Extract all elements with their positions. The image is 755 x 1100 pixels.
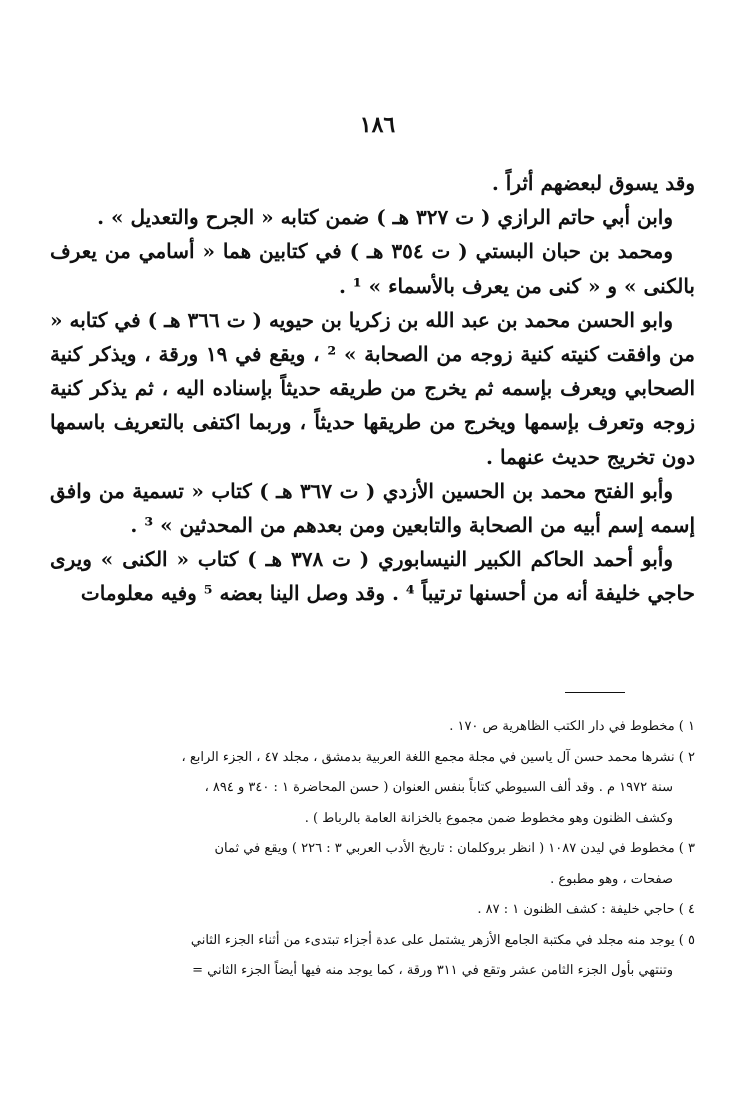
- paragraph: وأبو أحمد الحاكم الكبير النيسابوري ( ت ٣٧٨ هـ ) كتاب « الكنى » ويرى حاجي خليفة أنه من أحسنها ترتيباً ⁴ . وقد وصل الينا بعضه ⁵ وفيه معلومات: [50, 547, 695, 606]
- footnote-5-continued: وتنتهي بأول الجزء الثامن عشر وتقع في ٣١١ ورقة ، كما يوجد منه فيها أيضاً الجزء الثاني =: [192, 963, 673, 978]
- footnote-2-continued: سنة ١٩٧٢ م . وقد ألف السيوطي كتاباً بنفس العنوان ( حسن المحاضرة ١ : ٣٤٠ و ٨٩٤ ،: [204, 780, 673, 795]
- paragraph: وقد يسوق لبعضهم أثراً .: [491, 171, 695, 195]
- footnote-2-continued: وكشف الظنون وهو مخطوط ضمن مجموع بالخزانة العامة بالرباط ) .: [304, 810, 673, 826]
- main-text: [50, 166, 695, 611]
- footnote-4: ٤ ) حاجي خليفة : كشف الظنون ١ : ٨٧ .: [477, 902, 695, 917]
- footnote-5: ٥ ) يوجد منه مجلد في مكتبة الجامع الأزهر يشتمل على عدة أجزاء تبتدىء من أثناء الجزء الثاني: [190, 932, 695, 948]
- footnote-divider: [565, 692, 625, 693]
- footnote-3-continued: صفحات ، وهو مطبوع .: [550, 871, 673, 887]
- paragraph: وابو الحسن محمد بن عبد الله بن زكريا بن حيويه ( ت ٣٦٦ هـ ) في كتابه « من وافقت كنيته كنية زوجه من الصحابة » ² ، ويقع في ١٩ ورقة ، ويذكر كنية الصحابي ويعرف بإسمه ثم يخرج من طريقه حديثاً بإسناده اليه ، ثم يذكر كنية زوجه وتعرف بإسمها ويخرج من طريقها حديثاً ، وربما اكتفى بالتعريف باسمها دون تخريج حديث عنهما .: [50, 307, 695, 469]
- paragraph: وابن أبي حاتم الرازي ( ت ٣٢٧ هـ ) ضمن كتابه « الجرح والتعديل » .: [97, 205, 673, 230]
- page-number: ١٨٦: [359, 112, 396, 138]
- footnote-1: ١ ) مخطوط في دار الكتب الظاهرية ص ١٧٠ .: [449, 719, 695, 734]
- paragraph: وأبو الفتح محمد بن الحسين الأزدي ( ت ٣٦٧ هـ ) كتاب « تسمية من وافق إسمه إسم أبيه من الصحابة والتابعين ومن بعدهم من المحدثين » ³ .: [50, 478, 695, 538]
- footnotes: [55, 712, 695, 987]
- paragraph: ومحمد بن حبان البستي ( ت ٣٥٤ هـ ) في كتابين هما « أسامي من يعرف بالكنى » و « كنى من يعرف بالأسماء » ¹ .: [50, 239, 695, 298]
- footnote-2: ٢ ) نشرها محمد حسن آل ياسين في مجلة مجمع اللغة العربية بدمشق ، مجلد ٤٧ ، الجزء الرابع ،: [181, 749, 695, 765]
- footnote-3: ٣ ) مخطوط في ليدن ١٠٨٧ ( انظر بروكلمان : تاريخ الأدب العربي ٣ : ٢٢٦ ) ويقع في ثمان: [214, 841, 695, 856]
